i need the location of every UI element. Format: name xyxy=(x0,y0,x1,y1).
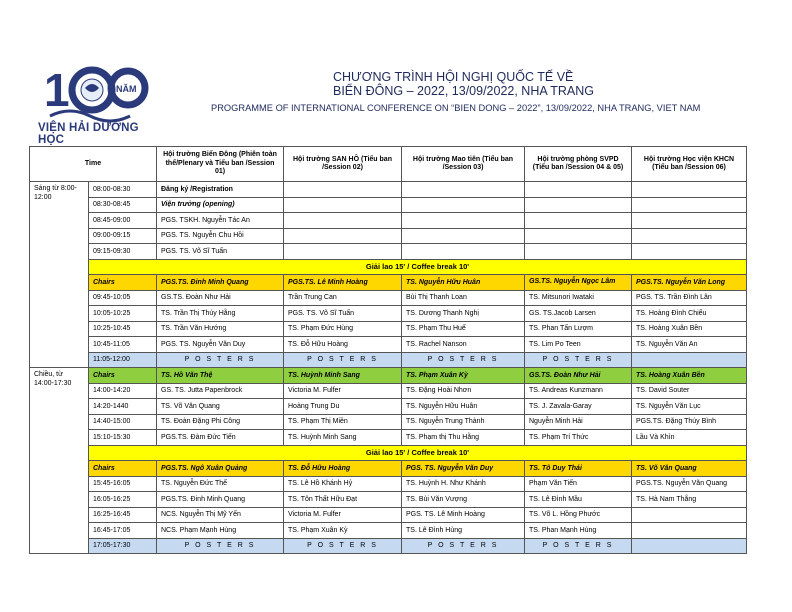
table-row xyxy=(30,182,747,198)
empty-cell xyxy=(632,182,747,198)
empty-cell xyxy=(284,244,402,260)
speaker: PGS. TS. Lê Minh Hoàng xyxy=(402,507,525,523)
programme-table xyxy=(29,146,747,554)
speaker: TS. Võ Văn Quang xyxy=(157,399,284,415)
time-cell: 14:20-1440 xyxy=(89,399,157,415)
chair-name: TS. Phạm Xuân Kỳ xyxy=(402,368,525,384)
speaker: TS. Đoàn Đặng Phi Công xyxy=(157,414,284,430)
speaker: GS. TS. Jutta Papenbrock xyxy=(157,383,284,399)
speaker: Lầu Và Khìn xyxy=(632,430,747,446)
posters-cell xyxy=(632,352,747,368)
chair-name: TS. Hồ Văn Thệ xyxy=(157,368,284,384)
time-cell: 09:00-09:15 xyxy=(89,228,157,244)
speaker: TS. Andreas Kunzmann xyxy=(525,383,632,399)
speaker: PGS. TS. Nguyễn Văn Duy xyxy=(157,337,284,353)
speaker: TS. Phạm thị Thu Hằng xyxy=(402,430,525,446)
col-header-bien-dong: Hội trường Biển Đông (Phiên toàn thể/Plenary và Tiểu ban /Session 01) xyxy=(157,147,284,182)
col-header-mao-tien: Hội trường Mao tiên (Tiểu ban /Session 03) xyxy=(402,147,525,182)
speaker: TS. Đặng Hoài Nhơn xyxy=(402,383,525,399)
chairs-label: Chairs xyxy=(89,275,157,291)
time-cell: 11:05-12:00 xyxy=(89,352,157,368)
posters-cell: P O S T E R S xyxy=(157,538,284,554)
time-cell: 15:10-15:30 xyxy=(89,430,157,446)
chairs-label: Chairs xyxy=(89,461,157,477)
time-cell: 17:05-17:30 xyxy=(89,538,157,554)
speaker xyxy=(632,523,747,539)
session-label-afternoon: Chiều, từ 14:00-17:30 xyxy=(30,368,89,554)
time-cell: 08:45-09:00 xyxy=(89,213,157,229)
table-row xyxy=(30,492,747,508)
chair-name: TS. Nguyễn Hữu Huân xyxy=(402,275,525,291)
empty-cell xyxy=(402,228,525,244)
table-row xyxy=(30,259,747,275)
speaker: TS. Dương Thanh Nghị xyxy=(402,306,525,322)
speaker: TS. Nguyễn Đức Thế xyxy=(157,476,284,492)
chair-name: PGS.TS. Ngô Xuân Quảng xyxy=(157,461,284,477)
speaker: TS. Phan Mạnh Hùng xyxy=(525,523,632,539)
speaker: PGS. TS. Võ Sĩ Tuấn xyxy=(284,306,402,322)
speaker: TS. Huỳnh Minh Sang xyxy=(284,430,402,446)
time-cell: 16:45-17:05 xyxy=(89,523,157,539)
speaker: PGS.TS. Đặng Thúy Bình xyxy=(632,414,747,430)
speaker: TS. Lê Đình Mầu xyxy=(525,492,632,508)
speaker: TS. Hà Nam Thắng xyxy=(632,492,747,508)
col-header-time: Time xyxy=(30,147,157,182)
institute-name: VIỆN HẢI DƯƠNG HỌC xyxy=(38,122,139,146)
plenary-item: Viện trưởng (opening) xyxy=(157,197,284,213)
chair-name: TS. Tô Duy Thái xyxy=(525,461,632,477)
empty-cell xyxy=(525,244,632,260)
table-row xyxy=(30,445,747,461)
chair-name: PGS. TS. Nguyễn Văn Duy xyxy=(402,461,525,477)
table-row xyxy=(30,275,747,291)
chair-name: GS.TS. Đoàn Như Hải xyxy=(525,368,632,384)
chair-name: TS. Hoàng Xuân Bền xyxy=(632,368,747,384)
speaker: NCS. Phạm Mạnh Hùng xyxy=(157,523,284,539)
empty-cell xyxy=(284,213,402,229)
title-line-1: CHƯƠNG TRÌNH HỘI NGHỊ QUỐC TẾ VỀ xyxy=(333,70,574,84)
speaker: TS. Mitsunori Iwataki xyxy=(525,290,632,306)
plenary-item: Đăng ký /Registration xyxy=(157,182,284,198)
speaker xyxy=(632,507,747,523)
posters-cell: P O S T E R S xyxy=(402,538,525,554)
speaker: TS. Bùi Văn Vượng xyxy=(402,492,525,508)
svg-text:1: 1 xyxy=(44,64,70,116)
speaker: PGS.TS. Đàm Đức Tiến xyxy=(157,430,284,446)
chair-name: PGS.TS. Lê Minh Hoàng xyxy=(284,275,402,291)
speaker: TS. Phạm Đức Hùng xyxy=(284,321,402,337)
title-line-2: BIỂN ĐÔNG – 2022, 13/09/2022, NHA TRANG xyxy=(333,84,595,98)
time-cell: 09:15-09:30 xyxy=(89,244,157,260)
speaker: TS. Lim Po Teen xyxy=(525,337,632,353)
speaker: TS. Nguyễn Trung Thành xyxy=(402,414,525,430)
empty-cell xyxy=(402,244,525,260)
table-row xyxy=(30,337,747,353)
time-cell: 08:00-08:30 xyxy=(89,182,157,198)
empty-cell xyxy=(525,228,632,244)
empty-cell xyxy=(525,197,632,213)
speaker: TS. Huỳnh H. Như Khánh xyxy=(402,476,525,492)
time-cell: 08:30-08:45 xyxy=(89,197,157,213)
speaker: TS. Nguyễn Văn Lục xyxy=(632,399,747,415)
speaker: Phạm Văn Tiến xyxy=(525,476,632,492)
chair-name: GS.TS. Nguyễn Ngọc Lâm xyxy=(525,275,632,291)
table-row xyxy=(30,306,747,322)
table-row xyxy=(30,368,747,384)
empty-cell xyxy=(525,182,632,198)
chair-name: TS. Đỗ Hữu Hoàng xyxy=(284,461,402,477)
table-row xyxy=(30,507,747,523)
posters-cell: P O S T E R S xyxy=(402,352,525,368)
speaker: TS. Lê Đình Hùng xyxy=(402,523,525,539)
speaker: NCS. Nguyễn Thị Mỹ Yến xyxy=(157,507,284,523)
posters-cell: P O S T E R S xyxy=(284,352,402,368)
speaker: TS. Phạm Thu Huế xyxy=(402,321,525,337)
empty-cell xyxy=(632,244,747,260)
time-cell: 15:45-16:05 xyxy=(89,476,157,492)
plenary-item: PGS. TS. Võ Sĩ Tuấn xyxy=(157,244,284,260)
speaker: PGS. TS. Trần Đình Lân xyxy=(632,290,747,306)
speaker: TS. Hoàng Xuân Bền xyxy=(632,321,747,337)
table-row xyxy=(30,290,747,306)
chair-name: PGS.TS. Nguyễn Văn Long xyxy=(632,275,747,291)
plenary-item: PGS. TSKH. Nguyễn Tác An xyxy=(157,213,284,229)
empty-cell xyxy=(402,182,525,198)
table-row xyxy=(30,461,747,477)
speaker: TS. Phạm Trí Thức xyxy=(525,430,632,446)
posters-cell: P O S T E R S xyxy=(284,538,402,554)
empty-cell xyxy=(284,182,402,198)
table-row xyxy=(30,213,747,229)
chair-name: TS. Huỳnh Minh Sang xyxy=(284,368,402,384)
empty-cell xyxy=(632,228,747,244)
speaker: TS. David Souter xyxy=(632,383,747,399)
table-row xyxy=(30,523,747,539)
time-cell: 09:45-10:05 xyxy=(89,290,157,306)
chair-name: PGS.TS. Đinh Minh Quang xyxy=(157,275,284,291)
speaker: TS. Phạm Thị Miền xyxy=(284,414,402,430)
table-row xyxy=(30,476,747,492)
speaker: TS. Trần Thị Thúy Hằng xyxy=(157,306,284,322)
table-row xyxy=(30,197,747,213)
speaker: TS. Phạm Xuân Kỳ xyxy=(284,523,402,539)
empty-cell xyxy=(284,197,402,213)
col-header-svpd: Hội trường phòng SVPD (Tiểu ban /Session 04 & 05) xyxy=(525,147,632,182)
table-row xyxy=(30,228,747,244)
posters-cell xyxy=(632,538,747,554)
time-cell: 10:45-11:05 xyxy=(89,337,157,353)
speaker: Bùi Thị Thanh Loan xyxy=(402,290,525,306)
posters-cell: P O S T E R S xyxy=(525,538,632,554)
session-label-morning: Sáng từ 8:00-12:00 xyxy=(30,182,89,368)
table-row xyxy=(30,244,747,260)
empty-cell xyxy=(402,197,525,213)
time-cell: 14:00-14:20 xyxy=(89,383,157,399)
coffee-break: Giải lao 15' / Coffee break 10' xyxy=(89,445,747,461)
speaker: TS. Đỗ Hữu Hoàng xyxy=(284,337,402,353)
time-cell: 10:05-10:25 xyxy=(89,306,157,322)
empty-cell xyxy=(632,213,747,229)
logo-years-text: NĂM xyxy=(116,84,137,94)
table-row xyxy=(30,383,747,399)
speaker: PGS.TS. Nguyễn Văn Quang xyxy=(632,476,747,492)
speaker: Victoria M. Fulfer xyxy=(284,383,402,399)
coffee-break: Giải lao 15' / Coffee break 10' xyxy=(89,259,747,275)
time-cell: 16:05-16:25 xyxy=(89,492,157,508)
speaker: Trần Trung Can xyxy=(284,290,402,306)
speaker: TS. Rachel Nanson xyxy=(402,337,525,353)
chairs-label: Chairs xyxy=(89,368,157,384)
speaker: TS. Võ L. Hồng Phước xyxy=(525,507,632,523)
speaker: TS. Lê Hồ Khánh Hỷ xyxy=(284,476,402,492)
col-header-san-ho: Hội trường SAN HÔ (Tiểu ban /Session 02) xyxy=(284,147,402,182)
table-row xyxy=(30,352,747,368)
time-cell: 16:25-16:45 xyxy=(89,507,157,523)
table-row xyxy=(30,538,747,554)
speaker: TS. Tôn Thất Hữu Đạt xyxy=(284,492,402,508)
empty-cell xyxy=(402,213,525,229)
time-cell: 14:40-15:00 xyxy=(89,414,157,430)
title-line-3: PROGRAMME OF INTERNATIONAL CONFERENCE ON “BIEN DONG – 2022”, 13/09/2022, NHA TRANG, VIET NAM xyxy=(211,103,701,113)
empty-cell xyxy=(525,213,632,229)
speaker: TS. J. Zavala-Garay xyxy=(525,399,632,415)
table-row xyxy=(30,399,747,415)
speaker: Hoàng Trung Du xyxy=(284,399,402,415)
speaker: TS. Hoàng Đình Chiểu xyxy=(632,306,747,322)
speaker: TS. Nguyễn Hữu Huân xyxy=(402,399,525,415)
time-cell: 10:25-10:45 xyxy=(89,321,157,337)
empty-cell xyxy=(284,228,402,244)
speaker: TS. Trần Văn Hướng xyxy=(157,321,284,337)
col-header-hoc-vien: Hội trường Học viện KHCN (Tiểu ban /Session 06) xyxy=(632,147,747,182)
speaker: PGS.TS. Đinh Minh Quang xyxy=(157,492,284,508)
speaker: GS. TS.Jacob Larsen xyxy=(525,306,632,322)
speaker: TS. Phan Tấn Lượm xyxy=(525,321,632,337)
table-row xyxy=(30,430,747,446)
posters-cell: P O S T E R S xyxy=(157,352,284,368)
plenary-item: PGS. TS. Nguyễn Chu Hồi xyxy=(157,228,284,244)
speaker: Victoria M. Fulfer xyxy=(284,507,402,523)
speaker: Nguyễn Minh Hải xyxy=(525,414,632,430)
table-row xyxy=(30,414,747,430)
posters-cell: P O S T E R S xyxy=(525,352,632,368)
table-row xyxy=(30,321,747,337)
speaker: GS.TS. Đoàn Như Hải xyxy=(157,290,284,306)
empty-cell xyxy=(632,197,747,213)
table-header xyxy=(30,147,747,182)
chair-name: TS. Võ Văn Quang xyxy=(632,461,747,477)
speaker: TS. Nguyễn Văn An xyxy=(632,337,747,353)
